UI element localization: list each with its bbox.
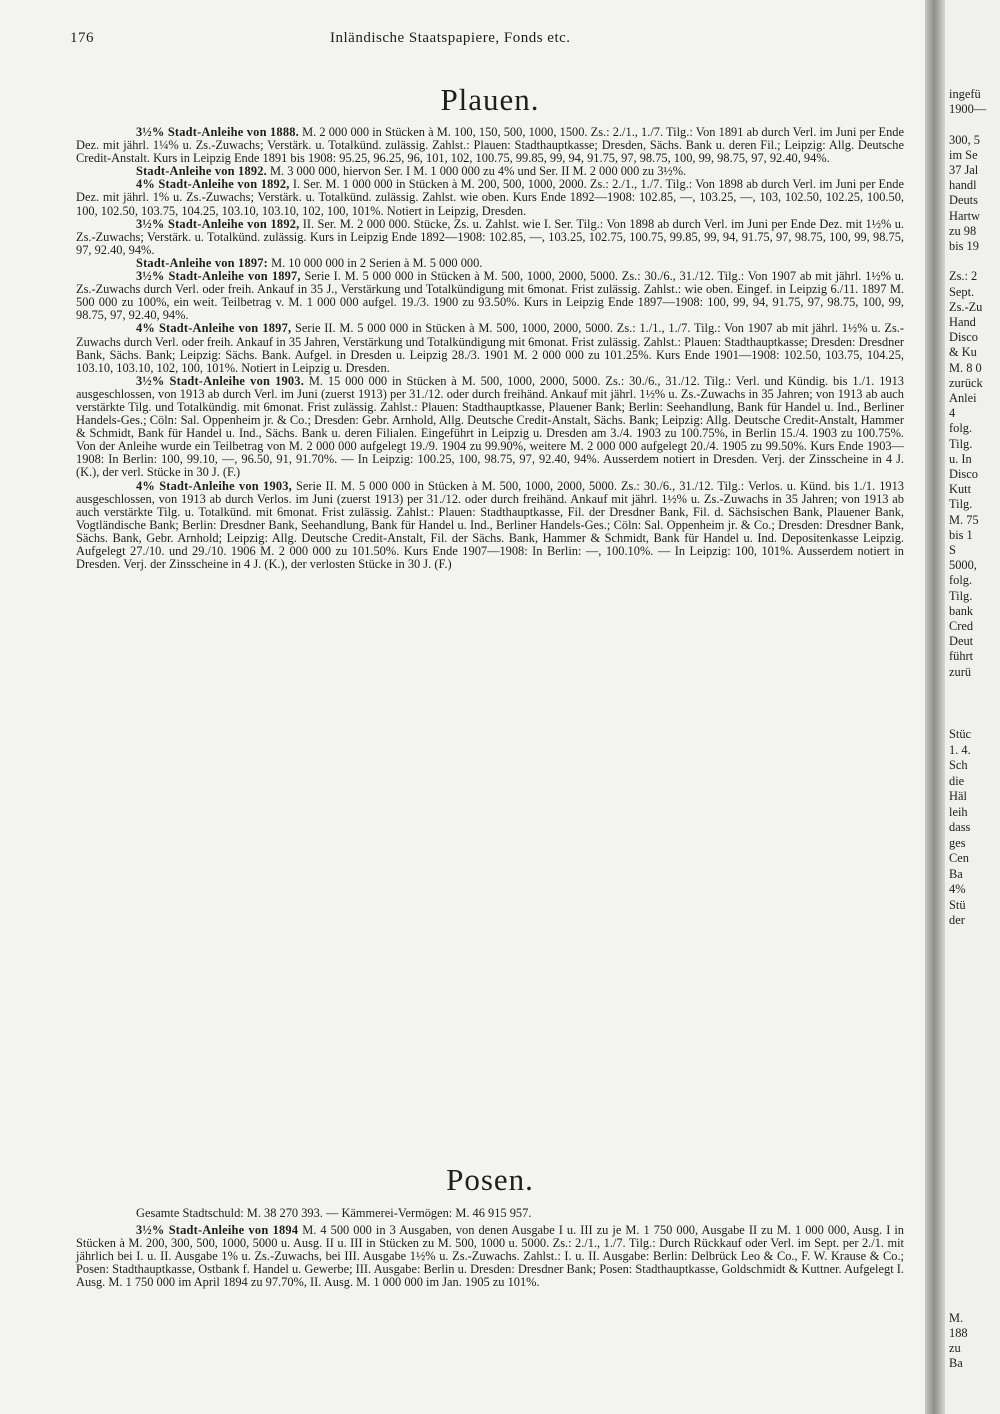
bond-entry: [76, 178, 904, 217]
page-number: 176: [70, 30, 94, 46]
adjacent-text-line: führt: [949, 649, 974, 664]
adjacent-text-line: Hartw: [949, 208, 980, 223]
adjacent-text-line: 37 Jal: [949, 163, 979, 177]
adjacent-text-line: Anlei: [949, 391, 977, 405]
adjacent-text-line: ingefü: [949, 87, 981, 101]
adjacent-text-line: Deuts: [949, 193, 978, 208]
bond-entry-text: M. 15 000 000 in Stücken à M. 500, 1000, 2000, 5000. Zs.: 30./6., 31./12. Tilg.: Verl. und Kündig. bis 1./1. 1913 ausgeschlossen, von 1913 ab durch Verl. im Juni (zuerst 1913) per 31./12. oder durch freihänd. Ankauf mit jährl. 1½% u. Zs.-Zuwachs in 35 Jahren; von 1913 ab auch verstärkte Tilg. und Totalkündig. mit 6monat. Frist zulässig. Zahlst.: Plauen: Stadthauptkasse, Plauener Bank; Berlin: Seehandlung, Bank für Handel u. Ind., Berliner Handels-Ges.; Cöln: Sal. Oppenheim jr. & Co.; Dresden: Gebr. Arnhold, Allg. Deutsche Credit-Anstalt, Sächs. Bank; Leipzig: Allg. Deutsche Credit-Anstalt, Hammer & Schmidt, Bank für Handel u. Ind., Sächs. Bank u. deren Filialen. Eingeführt in Leipzig u. Dresden am 3./4. 1903 zu 100.75%, in Berlin 15./4. 1903 zu 100.75%. Von der Anleihe wurde ein Teilbetrag von M. 2 000 000 aufgelegt 19./9. 1904 zu 99.90%, weitere M. 2 000 000 aufgelegt 20./4. 1905 zu 99.50%. Kurs Ende 1903—1908: In Berlin: 100, 99.10, —, 96.50, 91, 91.70%. — In Leipzig: 100.25, 100, 98.75, 97, 92.40, 94%. Ausserdem notiert in Dresden. Verj. der Zinsscheine in 4 J. (K.), der verl. Stücke in 30 J. (F.): [76, 373, 904, 480]
adjacent-text-line: M. 75: [949, 512, 979, 527]
adjacent-text-line: 5000,: [949, 558, 977, 573]
adjacent-text-line: die: [949, 773, 965, 788]
bond-entry-text: Serie I. M. 5 000 000 in Stücken à M. 500, 1000, 2000, 5000. Zs.: 30./6., 31./12. Tilg.: Von 1907 ab mit jährl. 1½% u. Zs.-Zuwachs durch Verl. oder freih. Ankauf in 35 J., Verstärkung und Totalkündigung mit 6monat. Frist zulässig. Zahlst.: wie oben. Eingef. in Leipzig 6./11. 1897 M. 500 000 zu 100%, ein weit. Teilbetrag v. M. 1 000 000 aufgel. 19./3. 1900 zu 93.50%. Kurs in Leipzig Ende 1897—1908: 100, 99, 94, 91.75, 97, 98.75, 100, 99, 98.75, 97, 92.40, 94%.: [76, 269, 904, 323]
adjacent-text-line: Ba: [949, 1356, 963, 1370]
adjacent-text-line: zu 98: [949, 223, 977, 238]
bond-entry: [76, 270, 904, 322]
bond-entry-text: M. 10 000 000 in 2 Serien à M. 5 000 000.: [267, 255, 483, 270]
adjacent-text-line: folg.: [949, 573, 973, 588]
bond-entry: [76, 1224, 904, 1289]
adjacent-text-line: Disco: [949, 330, 978, 345]
bond-entry-text: Serie II. M. 5 000 000 in Stücken à M. 500, 1000, 2000, 5000. Zs.: 1./1., 1./7. Tilg.: Von 1907 ab mit jährl. 1½% u. Zs.-Zuwachs durch Verl. oder freih. Ankauf in 35 Jahren, Verstärkung und Totalkündigung mit 6monat. Frist zulässig. Zahlst.: Plauen: Stadthauptkasse; Dresden: Dresdner Bank, Sächs. Bank; Leipzig: Sächs. Bank. Aufgel. in Dresden u. Leipzig 28./3. 1901 M. 2 000 000 zu 101.25%. Kurs Ende 1901—1908: 102.50, 103.75, 104.25, 103.10, 103.10, 102, 100, 101%. Notiert in Leipzig u. Dresden.: [76, 321, 904, 375]
adjacent-text-line: u. In: [949, 451, 972, 466]
bond-entry-heading: 3½% Stadt-Anleihe von 1892,: [136, 216, 300, 231]
bond-entry-text: M. 2 000 000 in Stücken à M. 100, 150, 500, 1000, 1500. Zs.: 2./1., 1./7. Tilg.: Von 1891 ab durch Verl. im Juni per Ende Dez. mit jährl. 1¼% u. Zs.-Zuwachs; Verstärk. u. Totalkünd. zulässig. Zahlst.: Plauen: Stadthauptkasse; Dresden, Sächs. Bank u. deren Fil.; Leipzig: Allg. Deutsche Credit-Anstalt. Kurs in Leipzig Ende 1891 bis 1908: 95.25, 96.25, 96, 101, 102, 100.75, 99.85, 99, 94, 91.75, 97, 98.75, 100, 99, 98.75, 97, 92.40, 94%.: [76, 125, 904, 166]
adjacent-text-line: bank: [949, 603, 974, 618]
bond-entry: [76, 480, 904, 572]
bond-entry-heading: Stadt-Anleihe von 1897:: [136, 255, 268, 270]
adjacent-text-line: zu: [949, 1341, 961, 1355]
bond-entry: [76, 375, 904, 480]
adjacent-text-line: der: [949, 913, 965, 927]
section-title-plauen: Plauen.: [440, 82, 540, 117]
adjacent-text-line: 4: [949, 406, 956, 421]
entry-list-posen: [76, 1224, 904, 1289]
adjacent-text-line: ges: [949, 835, 966, 850]
adjacent-text-line: 4%: [949, 882, 966, 896]
bond-entry-heading: Stadt-Anleihe von 1892.: [136, 164, 267, 179]
bond-entry-heading: 3½% Stadt-Anleihe von 1903.: [136, 373, 304, 388]
adjacent-page-edge: [945, 0, 1000, 1414]
adjacent-text-line: Cen: [949, 851, 969, 865]
adjacent-text-line: Zs.-Zu: [949, 299, 983, 314]
adjacent-text-line: folg.: [949, 421, 973, 436]
adjacent-text-line: M.: [949, 1311, 964, 1325]
bond-entry-heading: 3½% Stadt-Anleihe von 1897,: [136, 269, 301, 284]
bond-entry-text: M. 3 000 000, hiervon Ser. I M. 1 000 000 zu 4% und Ser. II M. 2 000 000 zu 3½%.: [266, 164, 687, 179]
adjacent-text-line: Stüc: [949, 727, 972, 741]
bond-entry: [76, 126, 904, 165]
adjacent-text-line: 300, 5: [949, 132, 980, 147]
adjacent-text-line: Kutt: [949, 482, 972, 497]
section-title-posen: Posen.: [446, 1162, 534, 1197]
adjacent-text-line: Hand: [949, 315, 976, 329]
section-plauen: [76, 82, 904, 571]
adjacent-text-line: Deut: [949, 634, 974, 649]
adjacent-text-line: & Ku: [949, 345, 977, 360]
adjacent-text-line: im Se: [949, 147, 978, 162]
adjacent-text-line: Stü: [949, 897, 966, 912]
adjacent-text-line: bis 1: [949, 527, 973, 542]
adjacent-text-line: 1900—: [949, 102, 987, 117]
bond-entry-heading: 3½% Stadt-Anleihe von 1888.: [136, 125, 299, 139]
adjacent-text-line: Cred: [949, 619, 974, 633]
adjacent-text-line: Sch: [949, 758, 968, 772]
posen-summary: Gesamte Stadtschuld: M. 38 270 393. — Kämmerei-Vermögen: M. 46 915 957.: [136, 1206, 532, 1220]
section-posen: [76, 1162, 904, 1289]
bond-entry-text: II. Ser. M. 2 000 000. Stücke, Zs. u. Zahlst. wie I. Ser. Tilg.: Von 1898 ab durch Verl. im Juni per Ende Dez. mit 1½% u. Zs.-Zuwachs; Verstärk. u. Totalkünd. zulässig. Kurs in Leipzig Ende 1892—1908: 102.85, —, 103.25, 102.75, 100.75, 99.85, 99, 94, 91.75, 97, 98.75, 100, 99, 98.75, 97, 92.40, 94%.: [76, 216, 904, 257]
bond-entry: [76, 322, 904, 374]
adjacent-text-line: Sept.: [949, 284, 975, 299]
adjacent-text-line: 1. 4.: [949, 742, 971, 757]
adjacent-text-line: M. 8 0: [949, 360, 982, 375]
bond-entry-text: Serie II. M. 5 000 000 in Stücken à M. 500, 1000, 2000, 5000. Zs.: 30./6., 31./12. Tilg.: Verlos. u. Künd. bis 1./1. 1913 ausgeschlossen, von 1913 ab durch Verlos. im Juni (zuerst 1913) per 31./12. oder durch freihänd. Ankauf mit jährl. 1½% u. Zs.-Zuwachs in 35 Jahren; von 1913 ab auch verstärkte Tilg. u. Totalkünd. mit 6monat. Frist zulässig. Zahlst.: Plauen: Stadthauptkasse, Fil. der Dresdner Bank, Fil. d. Sächsischen Bank, Plauener Bank, Vogtländische Bank; Berlin: Dresdner Bank, Seehandlung, Bank für Handel u. Ind., Berliner Handels-Ges.; Cöln: Sal. Oppenheim jr. & Co.; Dresden: Dresdner Bank, Sächs. Bank, Gebr. Arnhold; Leipzig: Allg. Deutsche Credit-Anstalt, Fil. der Sächs. Bank, Hammer & Schmidt, Bank für Handel u. Ind. Depositenkasse Leipzig. Aufgelegt 27./10. und 29./10. 1906 M. 2 000 000 zu 101.50%. Kurs Ende 1907—1908: In Berlin: —, 100.10%. — In Leipzig: 100, 101%. Ausserdem notiert in Dresden. Verj. der Zinsscheine in 4 J. (K.), der verlosten Stücke in 30 J. (F.): [76, 478, 904, 572]
book-gutter: [925, 0, 945, 1414]
adjacent-text-line: Tilg.: [949, 436, 973, 451]
adjacent-text-line: Ba: [949, 866, 963, 881]
adjacent-text-line: zurü: [949, 664, 972, 679]
bond-entry-text: I. Ser. M. 1 000 000 in Stücken à M. 200, 500, 1000, 2000. Zs.: 2./1., 1./7. Tilg.: Von 1898 ab durch Verl. im Juni per Ende Dez. mit jährl. 1% u. Zs.-Zuwachs; Verstärk. u. Totalkünd. zulässig. Zahlst. wie oben. Kurs Ende 1892—1908: 102.85, —, 103.25, —, 103, 102.50, 102.25, 100.50, 100, 102.50, 103.75, 104.25, 103.10, 103.10, 102, 100, 101%. Notiert in Leipzig, Dresden.: [76, 177, 905, 218]
bond-entry: [76, 218, 904, 257]
bond-entry-heading: 4% Stadt-Anleihe von 1897,: [136, 321, 292, 336]
bond-entry-heading: 4% Stadt-Anleihe von 1892,: [136, 177, 290, 192]
bond-entry-heading: 4% Stadt-Anleihe von 1903,: [136, 478, 292, 493]
adjacent-text-line: dass: [949, 820, 971, 834]
adjacent-text-line: zurück: [949, 375, 983, 390]
adjacent-text-line: leih: [949, 804, 968, 819]
adjacent-text-line: Disco: [949, 467, 978, 481]
bond-entry-heading: 3½% Stadt-Anleihe von 1894: [136, 1223, 299, 1237]
adjacent-text-line: Tilg.: [949, 497, 973, 512]
adjacent-text-line: S: [949, 543, 956, 557]
adjacent-text-line: handl: [949, 178, 977, 193]
running-header: [70, 30, 910, 52]
adjacent-text-line: Tilg.: [949, 588, 973, 603]
adjacent-text-line: 188: [949, 1326, 968, 1340]
bond-entry-text: M. 4 500 000 in 3 Ausgaben, von denen Ausgabe I u. III zu je M. 1 750 000, Ausgabe II zu M. 1 000 000, Ausg. I in Stücken à M. 200, 300, 500, 1000, 5000 u. Ausg. II u. III in Stücken zu M. 500, 1000 u. 5000. Zs.: 2./1., 1./7. Tilg.: Durch Rückkauf oder Verl. im Sept. per 2./1. mit jährlich bei I. u. II. Ausgabe 1% u. Zs.-Zuwachs, bei III. Ausgabe 1½% u. Zs.-Zuwachs. Zahlst.: I. u. II. Ausgabe: Berlin: Delbrück Leo & Co., F. W. Krause & Co.; Posen: Stadthauptkasse, Ostbank f. Handel u. Gewerbe; III. Ausgabe: Berlin u. Dresden: Dresdner Bank; Posen: Stadthauptkasse, Goldschmidt & Kuttner. Aufgelegt I. Ausg. M. 1 750 000 im April 1894 zu 97.70%, II. Ausg. M. 1 000 000 im Jan. 1905 zu 101%.: [76, 1223, 904, 1290]
adjacent-text-line: Zs.: 2: [949, 269, 978, 284]
adjacent-text-line: Häl: [949, 789, 967, 803]
adjacent-text-line: bis 19: [949, 239, 979, 253]
entry-list-plauen: [76, 126, 904, 571]
running-title: Inländische Staatspapiere, Fonds etc.: [330, 30, 571, 46]
